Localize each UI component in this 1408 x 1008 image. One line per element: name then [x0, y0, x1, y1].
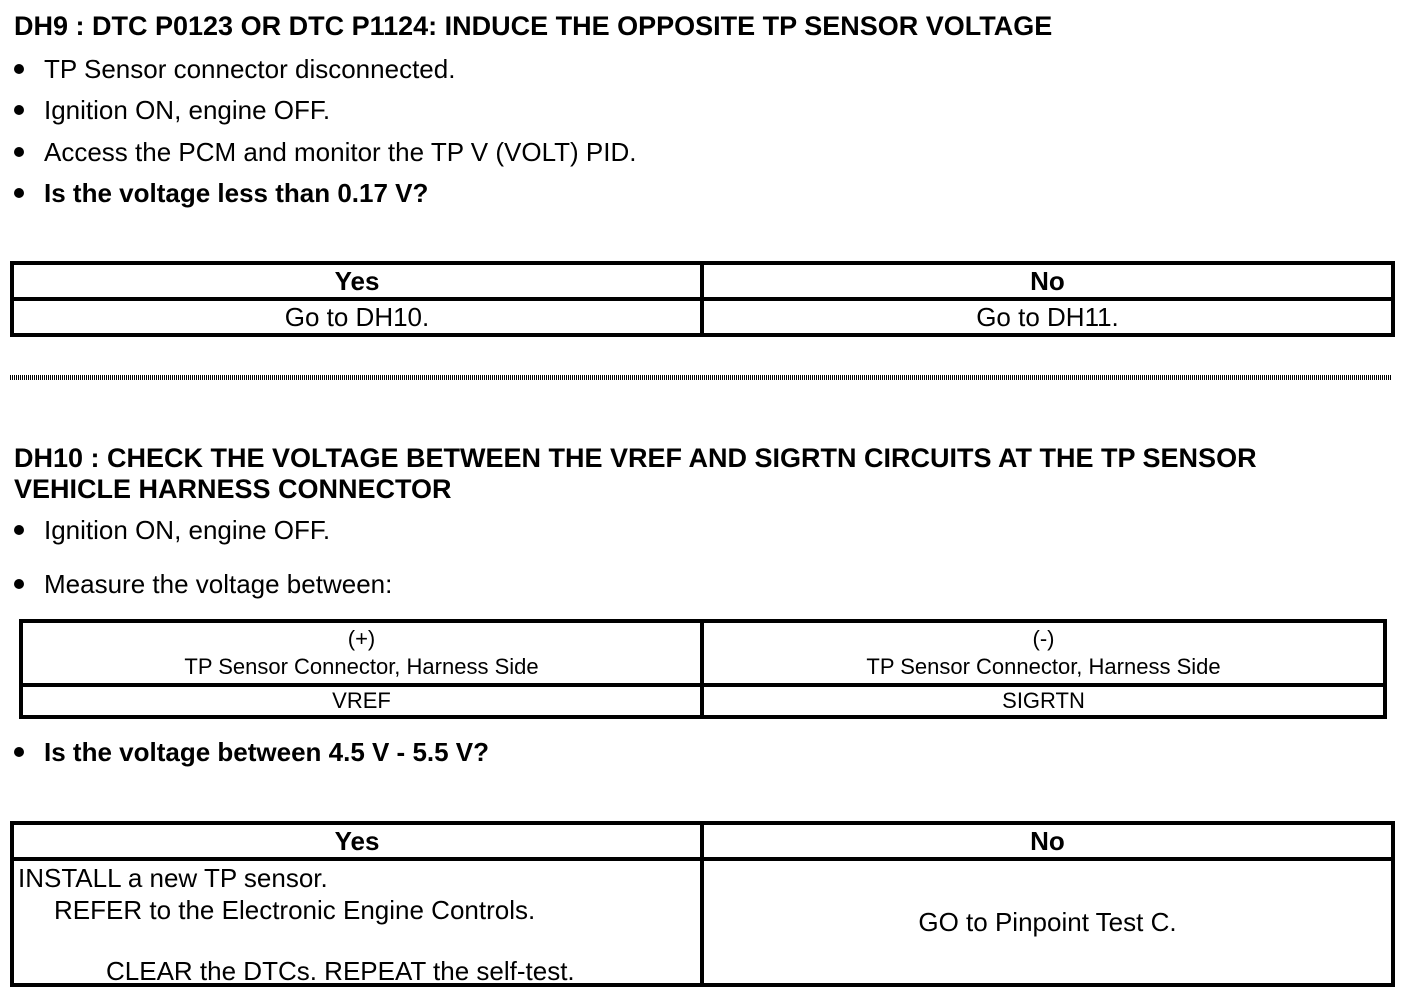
positive-pin: VREF: [21, 685, 702, 717]
yes-action: Go to DH10.: [12, 299, 702, 335]
no-action: GO to Pinpoint Test C.: [702, 859, 1393, 985]
dh9-step-2: [14, 95, 330, 125]
yes-header: Yes: [12, 823, 702, 859]
dh10-step-1: [14, 515, 330, 545]
yes-header: Yes: [12, 263, 702, 299]
yes-line-1: INSTALL a new TP sensor.: [18, 863, 328, 893]
step-text: Is the voltage less than 0.17 V?: [44, 178, 429, 208]
bullet-icon: [14, 147, 24, 157]
step-text: TP Sensor connector disconnected.: [44, 54, 456, 84]
negative-probe-cell: [702, 621, 1385, 685]
step-text: Ignition ON, engine OFF.: [44, 95, 331, 125]
no-action: Go to DH11.: [702, 299, 1393, 335]
dh10-question: [14, 737, 489, 767]
bullet-icon: [14, 579, 24, 589]
no-header: No: [702, 263, 1393, 299]
yes-line-2: REFER to the Electronic Engine Controls.: [54, 895, 536, 925]
dh9-result-table: [10, 261, 1395, 337]
dh10-step-2: [14, 569, 392, 599]
dh10-result-table: [10, 821, 1395, 987]
yes-line-3: CLEAR the DTCs. REPEAT the self-test.: [106, 956, 575, 985]
step-text: Ignition ON, engine OFF.: [44, 515, 331, 545]
no-header: No: [702, 823, 1393, 859]
step-text: Access the PCM and monitor the TP V (VOLT) PID.: [44, 137, 637, 167]
negative-pin: SIGRTN: [702, 685, 1385, 717]
positive-probe-cell: [21, 621, 702, 685]
dh10-title-line-1: DH10 : CHECK THE VOLTAGE BETWEEN THE VREF AND SIGRTN CIRCUITS AT THE TP SENSOR: [14, 443, 1257, 473]
dh9-step-1: [14, 54, 455, 84]
positive-symbol: (+): [347, 626, 376, 651]
negative-symbol: (-): [1032, 626, 1055, 651]
step-text: Is the voltage between 4.5 V - 5.5 V?: [44, 737, 490, 767]
bullet-icon: [14, 525, 24, 535]
measure-table: [19, 619, 1387, 719]
bullet-icon: [14, 747, 24, 757]
bullet-icon: [14, 64, 24, 74]
dh10-title-line-2: VEHICLE HARNESS CONNECTOR: [14, 474, 452, 504]
positive-label: TP Sensor Connector, Harness Side: [184, 654, 539, 679]
bullet-icon: [14, 188, 24, 198]
yes-instructions: [12, 859, 702, 985]
step-text: Measure the voltage between:: [44, 569, 393, 599]
dh9-title: DH9 : DTC P0123 OR DTC P1124: INDUCE THE OPPOSITE TP SENSOR VOLTAGE: [14, 11, 1053, 41]
negative-label: TP Sensor Connector, Harness Side: [866, 654, 1221, 679]
dh9-question: [14, 178, 428, 208]
dh9-step-3: [14, 137, 636, 167]
bullet-icon: [14, 105, 24, 115]
section-divider: [10, 375, 1391, 380]
